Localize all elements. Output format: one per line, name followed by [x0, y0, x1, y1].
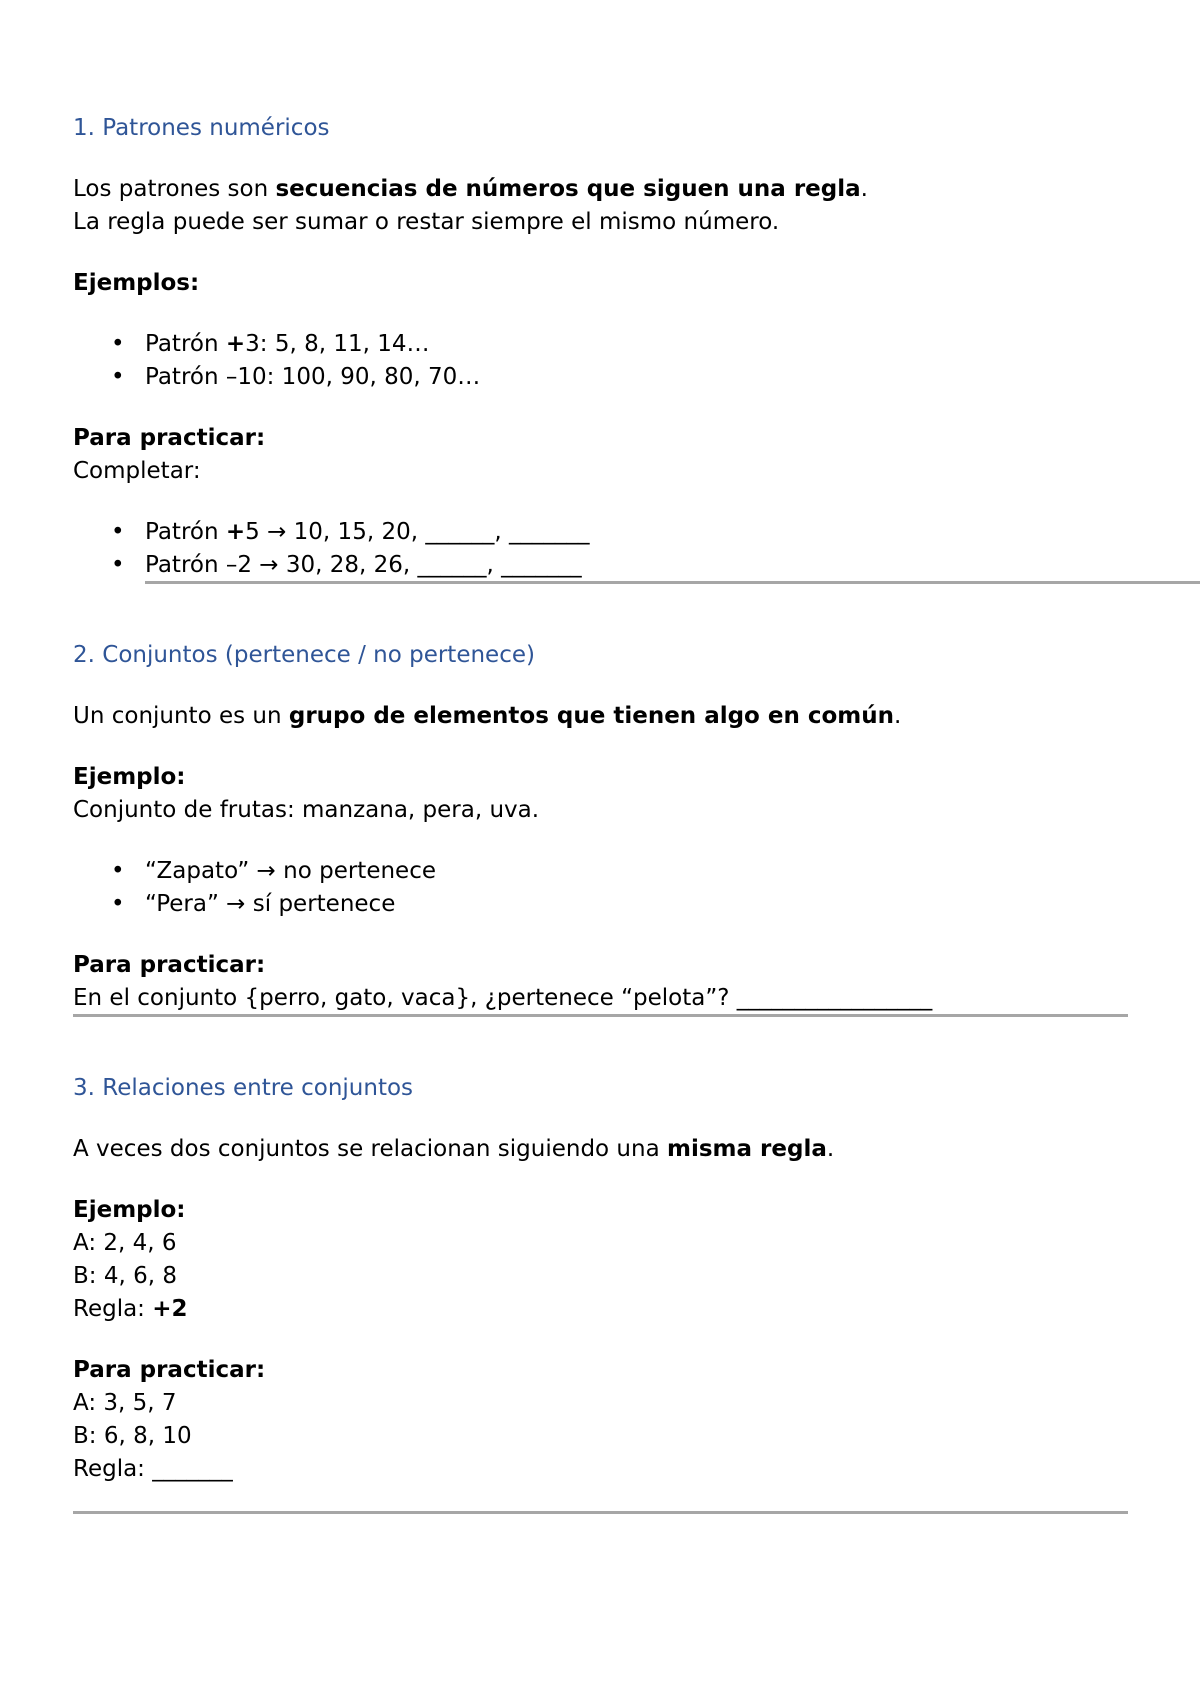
bullet-dot: • [111, 331, 125, 357]
intro-bold-text: misma regla [667, 1136, 827, 1162]
section-1-practice-line: Completar: [73, 458, 201, 484]
list-item-text: Patrón –2 → 30, 28, 26, ______, _______ [145, 552, 582, 578]
intro-text: A veces dos conjuntos se relacionan siguiendo una [73, 1136, 667, 1162]
practice-set-b-line: B: 6, 8, 10 [73, 1423, 192, 1449]
bullet-dot: • [111, 519, 125, 545]
list-item-bold: + [225, 519, 246, 545]
section-1-examples-label: Ejemplos: [73, 270, 200, 296]
practice-rule-line: Regla: _______ [73, 1456, 233, 1482]
intro-bold-text: secuencias de números que siguen una regla [275, 176, 861, 202]
section-3-practice-label: Para practicar: [73, 1357, 266, 1383]
section-3-heading: 3. Relaciones entre conjuntos [73, 1075, 414, 1101]
section-divider [73, 1014, 1128, 1017]
section-divider [145, 581, 1200, 584]
rule-value: +2 [152, 1296, 188, 1322]
list-item [145, 516, 589, 548]
list-item-text: 5 → 10, 15, 20, ______, _______ [245, 519, 590, 545]
section-divider [73, 1511, 1128, 1514]
bullet-dot: • [111, 858, 125, 884]
section-1-heading: 1. Patrones numéricos [73, 115, 330, 141]
section-1-practice-label: Para practicar: [73, 425, 266, 451]
list-item [145, 361, 480, 393]
bullet-dot: • [111, 891, 125, 917]
section-1-intro [73, 173, 868, 205]
section-1-intro-line2: La regla puede ser sumar o restar siempre el mismo número. [73, 209, 780, 235]
section-3-intro [73, 1133, 834, 1165]
list-item: “Zapato” → no pertenece [145, 858, 436, 884]
list-item-text: Patrón –10: 100, 90, 80, 70… [145, 364, 481, 390]
intro-text: Un conjunto es un [73, 703, 289, 729]
bullet-dot: • [111, 552, 125, 578]
practice-set-a-line: A: 3, 5, 7 [73, 1390, 177, 1416]
intro-text: Los patrones son [73, 176, 276, 202]
section-2-example-label: Ejemplo: [73, 764, 186, 790]
section-2-example-line: Conjunto de frutas: manzana, pera, uva. [73, 797, 540, 823]
set-a-line: A: 2, 4, 6 [73, 1230, 177, 1256]
bullet-dot: • [111, 364, 125, 390]
rule-line [73, 1293, 188, 1325]
list-item [145, 328, 430, 360]
list-item: “Pera” → sí pertenece [145, 891, 396, 917]
intro-text-end: . [894, 703, 902, 729]
intro-text-end: . [860, 176, 868, 202]
section-2-heading: 2. Conjuntos (pertenece / no pertenece) [73, 642, 535, 668]
rule-label: Regla: [73, 1296, 153, 1322]
section-2-practice-label: Para practicar: [73, 952, 266, 978]
section-2-intro [73, 700, 901, 732]
list-item-text: Patrón [145, 519, 226, 545]
list-item-text: 3: 5, 8, 11, 14… [245, 331, 430, 357]
list-item-text: Patrón [145, 331, 226, 357]
list-item-bold: + [225, 331, 246, 357]
section-2-practice-line: En el conjunto {perro, gato, vaca}, ¿pertenece “pelota”? _________________ [73, 985, 933, 1011]
intro-bold-text: grupo de elementos que tienen algo en común [288, 703, 894, 729]
list-item [145, 549, 582, 581]
intro-text-end: . [826, 1136, 835, 1162]
section-3-example-label: Ejemplo: [73, 1197, 186, 1223]
set-b-line: B: 4, 6, 8 [73, 1263, 177, 1289]
